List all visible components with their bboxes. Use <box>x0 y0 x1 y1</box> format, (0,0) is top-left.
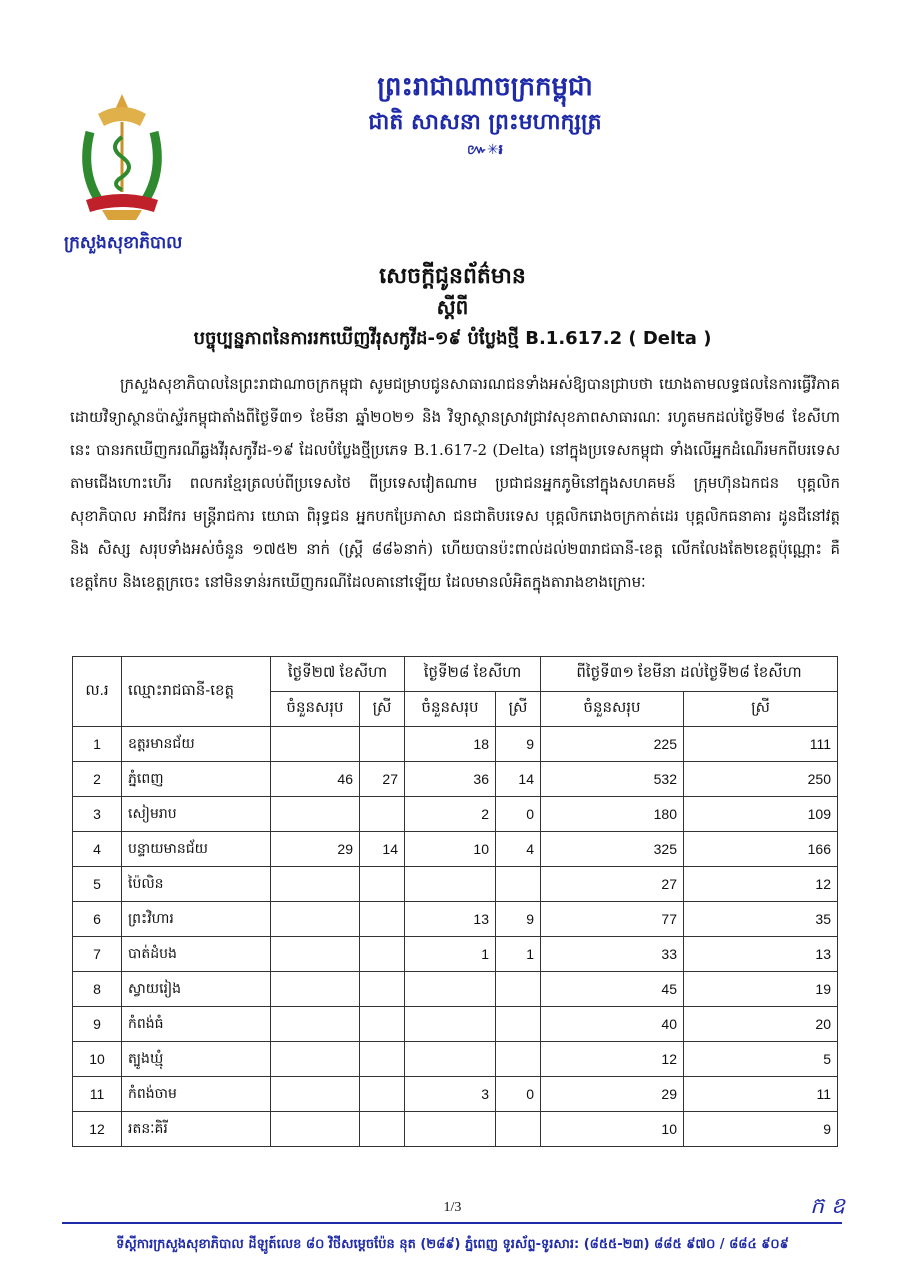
cell-f28: 9 <box>496 727 541 762</box>
cell-t27 <box>271 1112 360 1147</box>
cell-no: 9 <box>73 1007 122 1042</box>
cell-ft: 19 <box>684 972 838 1007</box>
cell-ft: 13 <box>684 937 838 972</box>
cell-tt: 12 <box>541 1042 684 1077</box>
col-group-aug28: ថ្ងៃទី២៨ ខែសីហា <box>405 657 541 692</box>
cell-f27 <box>360 727 405 762</box>
ministry-logo-icon <box>78 92 166 222</box>
cell-tt: 325 <box>541 832 684 867</box>
cell-ft: 11 <box>684 1077 838 1112</box>
cell-t27 <box>271 1042 360 1077</box>
cell-f28: 4 <box>496 832 541 867</box>
cell-t28: 13 <box>405 902 496 937</box>
cell-f27: 27 <box>360 762 405 797</box>
cell-tt: 27 <box>541 867 684 902</box>
table-row <box>73 937 838 972</box>
footer-divider <box>62 1222 842 1224</box>
cell-f28 <box>496 1042 541 1077</box>
table-row <box>73 1112 838 1147</box>
cell-no: 8 <box>73 972 122 1007</box>
cell-name: ព្រះវិហារ <box>122 902 271 937</box>
cell-f27 <box>360 1007 405 1042</box>
cell-t28 <box>405 1007 496 1042</box>
cell-tt: 532 <box>541 762 684 797</box>
cell-name: បាត់ដំបង <box>122 937 271 972</box>
table-row <box>73 1007 838 1042</box>
col-header-female: ស្រី <box>684 692 838 727</box>
cell-name: ភ្នំពេញ <box>122 762 271 797</box>
cell-f27: 14 <box>360 832 405 867</box>
cell-f28 <box>496 972 541 1007</box>
cell-name: ស្វាយរៀង <box>122 972 271 1007</box>
cell-name: រតនៈគិរី <box>122 1112 271 1147</box>
cell-t27: 29 <box>271 832 360 867</box>
col-group-cumulative: ពីថ្ងៃទី៣១ ខែមីនា ដល់ថ្ងៃទី២៨ ខែសីហា <box>541 657 838 692</box>
initials-signature: ក ឧ <box>810 1194 845 1219</box>
cell-no: 1 <box>73 727 122 762</box>
cell-t28: 1 <box>405 937 496 972</box>
footer-address: ទីស្តីការក្រសួងសុខាភិបាល ដីឡូត៍លេខ ៨០ វិថីសម្តេចប៉ែន នុត (២៨៩) ភ្នំពេញ ទូរស័ព្ទ-ទូរសារ: (៨៥៥-២៣) ៨៨៥ ៩៧០ / ៨៨៤ ៩០៩ <box>116 1237 789 1252</box>
cell-no: 4 <box>73 832 122 867</box>
cell-t28: 18 <box>405 727 496 762</box>
cell-ft: 111 <box>684 727 838 762</box>
cell-name: កំពង់ធំ <box>122 1007 271 1042</box>
cell-t27 <box>271 902 360 937</box>
cell-f27 <box>360 937 405 972</box>
cell-tt: 45 <box>541 972 684 1007</box>
cell-f28: 1 <box>496 937 541 972</box>
cell-no: 12 <box>73 1112 122 1147</box>
cell-no: 11 <box>73 1077 122 1112</box>
table-row <box>73 1077 838 1112</box>
col-header-total: ចំនួនសរុប <box>271 692 360 727</box>
table-row <box>73 762 838 797</box>
cell-f27 <box>360 867 405 902</box>
col-header-female: ស្រី <box>496 692 541 727</box>
cases-table <box>72 656 838 1147</box>
cell-t28 <box>405 1112 496 1147</box>
document-subtitle-about: ស្តីពី <box>436 295 469 319</box>
cell-t28: 36 <box>405 762 496 797</box>
document-title: សេចក្តីជូនព័ត៌មាន <box>379 264 526 289</box>
cell-f28: 0 <box>496 797 541 832</box>
cell-no: 2 <box>73 762 122 797</box>
cell-t27 <box>271 727 360 762</box>
table-row <box>73 902 838 937</box>
cell-tt: 10 <box>541 1112 684 1147</box>
table-row <box>73 797 838 832</box>
table-row <box>73 1042 838 1077</box>
cell-no: 10 <box>73 1042 122 1077</box>
cell-name: ឧត្តរមានជ័យ <box>122 727 271 762</box>
page-number: 1/3 <box>443 1200 462 1215</box>
cell-ft: 9 <box>684 1112 838 1147</box>
cell-t27 <box>271 867 360 902</box>
cell-ft: 166 <box>684 832 838 867</box>
col-header-total: ចំនួនសរុប <box>541 692 684 727</box>
cell-name: ត្បូងឃ្មុំ <box>122 1042 271 1077</box>
col-header-female: ស្រី <box>360 692 405 727</box>
cell-t27 <box>271 972 360 1007</box>
cell-t27 <box>271 1077 360 1112</box>
cell-f28 <box>496 1007 541 1042</box>
cell-name: កំពង់ចាម <box>122 1077 271 1112</box>
cell-t27: 46 <box>271 762 360 797</box>
cell-no: 7 <box>73 937 122 972</box>
col-header-total: ចំនួនសរុប <box>405 692 496 727</box>
cell-f28 <box>496 867 541 902</box>
motto-heading: ជាតិ សាសនា ព្រះមហាក្សត្រ <box>368 110 602 135</box>
cell-tt: 77 <box>541 902 684 937</box>
cell-ft: 5 <box>684 1042 838 1077</box>
cell-f27 <box>360 797 405 832</box>
cell-t28: 3 <box>405 1077 496 1112</box>
cell-no: 5 <box>73 867 122 902</box>
cell-tt: 180 <box>541 797 684 832</box>
cell-f28: 9 <box>496 902 541 937</box>
cell-f27 <box>360 1042 405 1077</box>
cell-f28: 14 <box>496 762 541 797</box>
ornament: ៚✳៛ <box>467 142 503 158</box>
cell-ft: 35 <box>684 902 838 937</box>
cell-t28: 10 <box>405 832 496 867</box>
cell-no: 6 <box>73 902 122 937</box>
cell-t28 <box>405 1042 496 1077</box>
cell-ft: 20 <box>684 1007 838 1042</box>
cell-f28: 0 <box>496 1077 541 1112</box>
cell-tt: 40 <box>541 1007 684 1042</box>
cell-tt: 29 <box>541 1077 684 1112</box>
cell-ft: 109 <box>684 797 838 832</box>
cell-no: 3 <box>73 797 122 832</box>
body-paragraph: ក្រសួងសុខាភិបាលនៃព្រះរាជាណាចក្រកម្ពុជា សូមជម្រាបជូនសាធារណជនទាំងអស់ឱ្យបានជ្រាបថា យោងតាមលទ្ធផលនៃការធ្វើវិភាគដោយវិទ្យាស្ថានប៉ាស្ទ័រកម្ពុជាតាំងពីថ្ងៃទី៣១ ខែមីនា ឆ្នាំ២០២១ និង វិទ្យាស្ថានស្រាវជ្រាវសុខភាពសាធារណៈ រហូតមកដល់ថ្ងៃទី២៨ ខែសីហានេះ បានរកឃើញករណីឆ្លងវីរុសកូវីដ-១៩ ដែលបំប្លែងថ្មីប្រភេទ B.1.617-2 (Delta) នៅក្នុងប្រទេសកម្ពុជា ទាំងលើអ្នកដំណើរមកពីបរទេសតាមជើងហោះហើរ ពលករខ្មែរត្រលប់ពីប្រទេសថៃ ពីប្រទេសវៀតណាម ប្រជាជនអ្នកភូមិនៅក្នុងសហគមន៍ ក្រុមហ៊ុនឯកជន បុគ្គលិកសុខាភិបាល អាជីវករ មន្ត្រីរាជការ យោធា ពិរុទ្ធជន អ្នកបកប្រែភាសា ជនជាតិបរទេស បុគ្គលិករោងចក្រកាត់ដេរ បុគ្គលិកធនាគារ ដូនជីនៅវត្ត និង សិស្ស សរុបទាំងអស់ចំនួន ១៧៥២ នាក់ (ស្ត្រី ៨៨៦នាក់) ហើយបានប៉ះពាល់ដល់២៣រាជធានី-ខេត្ត លើកលែងតែ២ខេត្តប៉ុណ្ណោះ គឺ ខេត្តកែប និងខេត្តក្រចេះ នៅមិនទាន់រកឃើញករណីដែលគានៅឡើយ ដែលមានលំអិតក្នុងតារាងខាងក្រោមៈ <box>70 375 840 591</box>
kingdom-heading: ព្រះរាជាណាចក្រកម្ពុជា <box>377 72 593 102</box>
table-row <box>73 972 838 1007</box>
cell-t28 <box>405 972 496 1007</box>
cell-t28: 2 <box>405 797 496 832</box>
cell-t27 <box>271 797 360 832</box>
ministry-name: ក្រសួងសុខាភិបាល <box>64 233 183 253</box>
cell-f27 <box>360 1077 405 1112</box>
cell-t27 <box>271 1007 360 1042</box>
document-subject: បច្ចុប្បន្នភាពនៃការរកឃើញវីរុសកូវីដ-១៩ បំប្លែងថ្មី B.1.617.2 ( Delta ) <box>193 328 712 349</box>
cell-ft: 12 <box>684 867 838 902</box>
cell-t28 <box>405 867 496 902</box>
table-row <box>73 867 838 902</box>
col-group-aug27: ថ្ងៃទី២៧ ខែសីហា <box>271 657 405 692</box>
cell-name: បន្ទាយមានជ័យ <box>122 832 271 867</box>
cell-tt: 225 <box>541 727 684 762</box>
cell-name: សៀមរាប <box>122 797 271 832</box>
col-header-province: ឈ្មោះរាជធានី-ខេត្ត <box>122 657 271 727</box>
cell-name: ប៉ៃលិន <box>122 867 271 902</box>
cell-ft: 250 <box>684 762 838 797</box>
cell-f27 <box>360 902 405 937</box>
cell-f28 <box>496 1112 541 1147</box>
cell-f27 <box>360 1112 405 1147</box>
cell-t27 <box>271 937 360 972</box>
cell-f27 <box>360 972 405 1007</box>
col-header-no: ល.រ <box>73 657 122 727</box>
cell-tt: 33 <box>541 937 684 972</box>
table-row <box>73 727 838 762</box>
table-row <box>73 832 838 867</box>
